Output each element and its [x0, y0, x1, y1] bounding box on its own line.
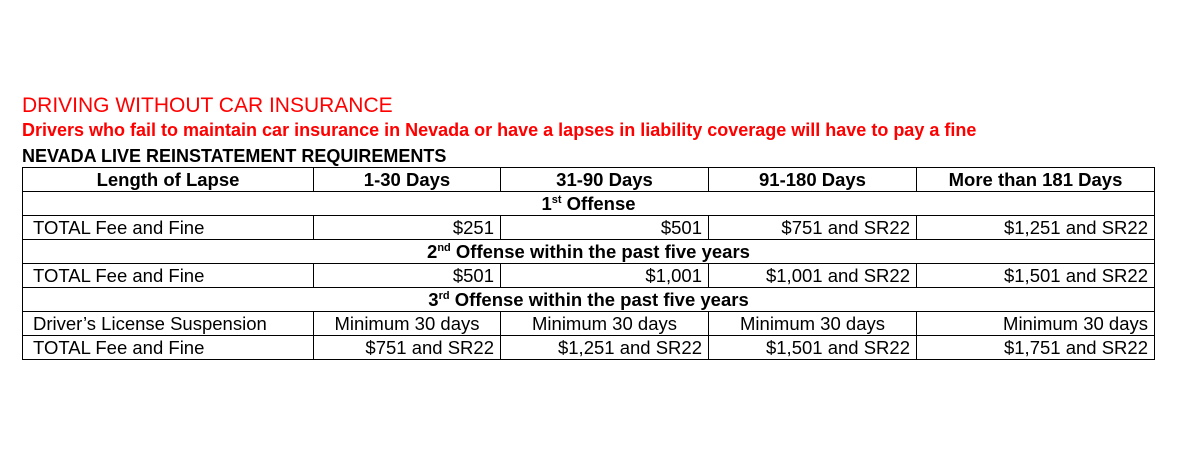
row-label: TOTAL Fee and Fine — [23, 216, 314, 240]
table-cell: Minimum 30 days — [917, 312, 1155, 336]
table-header-row — [23, 168, 1155, 192]
table-cell: $1,001 — [501, 264, 709, 288]
table-cell: Minimum 30 days — [709, 312, 917, 336]
table-cell: $1,501 and SR22 — [709, 336, 917, 360]
table-row — [23, 312, 1155, 336]
table-cell: $1,501 and SR22 — [917, 264, 1155, 288]
table-cell: $251 — [314, 216, 501, 240]
header-1-30-days: 1-30 Days — [314, 168, 501, 192]
table-cell: Minimum 30 days — [501, 312, 709, 336]
table-row — [23, 216, 1155, 240]
table-cell: $501 — [314, 264, 501, 288]
table-cell: $1,751 and SR22 — [917, 336, 1155, 360]
row-label: TOTAL Fee and Fine — [23, 264, 314, 288]
table-row — [23, 264, 1155, 288]
table-cell: $1,001 and SR22 — [709, 264, 917, 288]
header-more-than-181-days: More than 181 Days — [917, 168, 1155, 192]
offense-section-row — [23, 288, 1155, 312]
table-cell: $1,251 and SR22 — [917, 216, 1155, 240]
page-subtitle: Drivers who fail to maintain car insurance in Nevada or have a lapses in liability coverage will have to pay a fine — [22, 120, 977, 140]
table-heading: NEVADA LIVE REINSTATEMENT REQUIREMENTS — [22, 146, 447, 166]
offense-section-row — [23, 192, 1155, 216]
table-cell: $751 and SR22 — [709, 216, 917, 240]
offense-2-heading: 2nd Offense within the past five years — [23, 240, 1155, 264]
reinstatement-table — [22, 167, 1155, 360]
page-title: DRIVING WITHOUT CAR INSURANCE — [22, 94, 393, 117]
table-cell: $751 and SR22 — [314, 336, 501, 360]
table-row — [23, 336, 1155, 360]
offense-3-heading: 3rd Offense within the past five years — [23, 288, 1155, 312]
table-cell: Minimum 30 days — [314, 312, 501, 336]
row-label: Driver’s License Suspension — [23, 312, 314, 336]
offense-1-heading: 1st Offense — [23, 192, 1155, 216]
table-cell: $501 — [501, 216, 709, 240]
row-label: TOTAL Fee and Fine — [23, 336, 314, 360]
header-length-of-lapse: Length of Lapse — [23, 168, 314, 192]
header-91-180-days: 91-180 Days — [709, 168, 917, 192]
document — [22, 93, 1154, 360]
offense-section-row — [23, 240, 1155, 264]
header-31-90-days: 31-90 Days — [501, 168, 709, 192]
table-cell: $1,251 and SR22 — [501, 336, 709, 360]
